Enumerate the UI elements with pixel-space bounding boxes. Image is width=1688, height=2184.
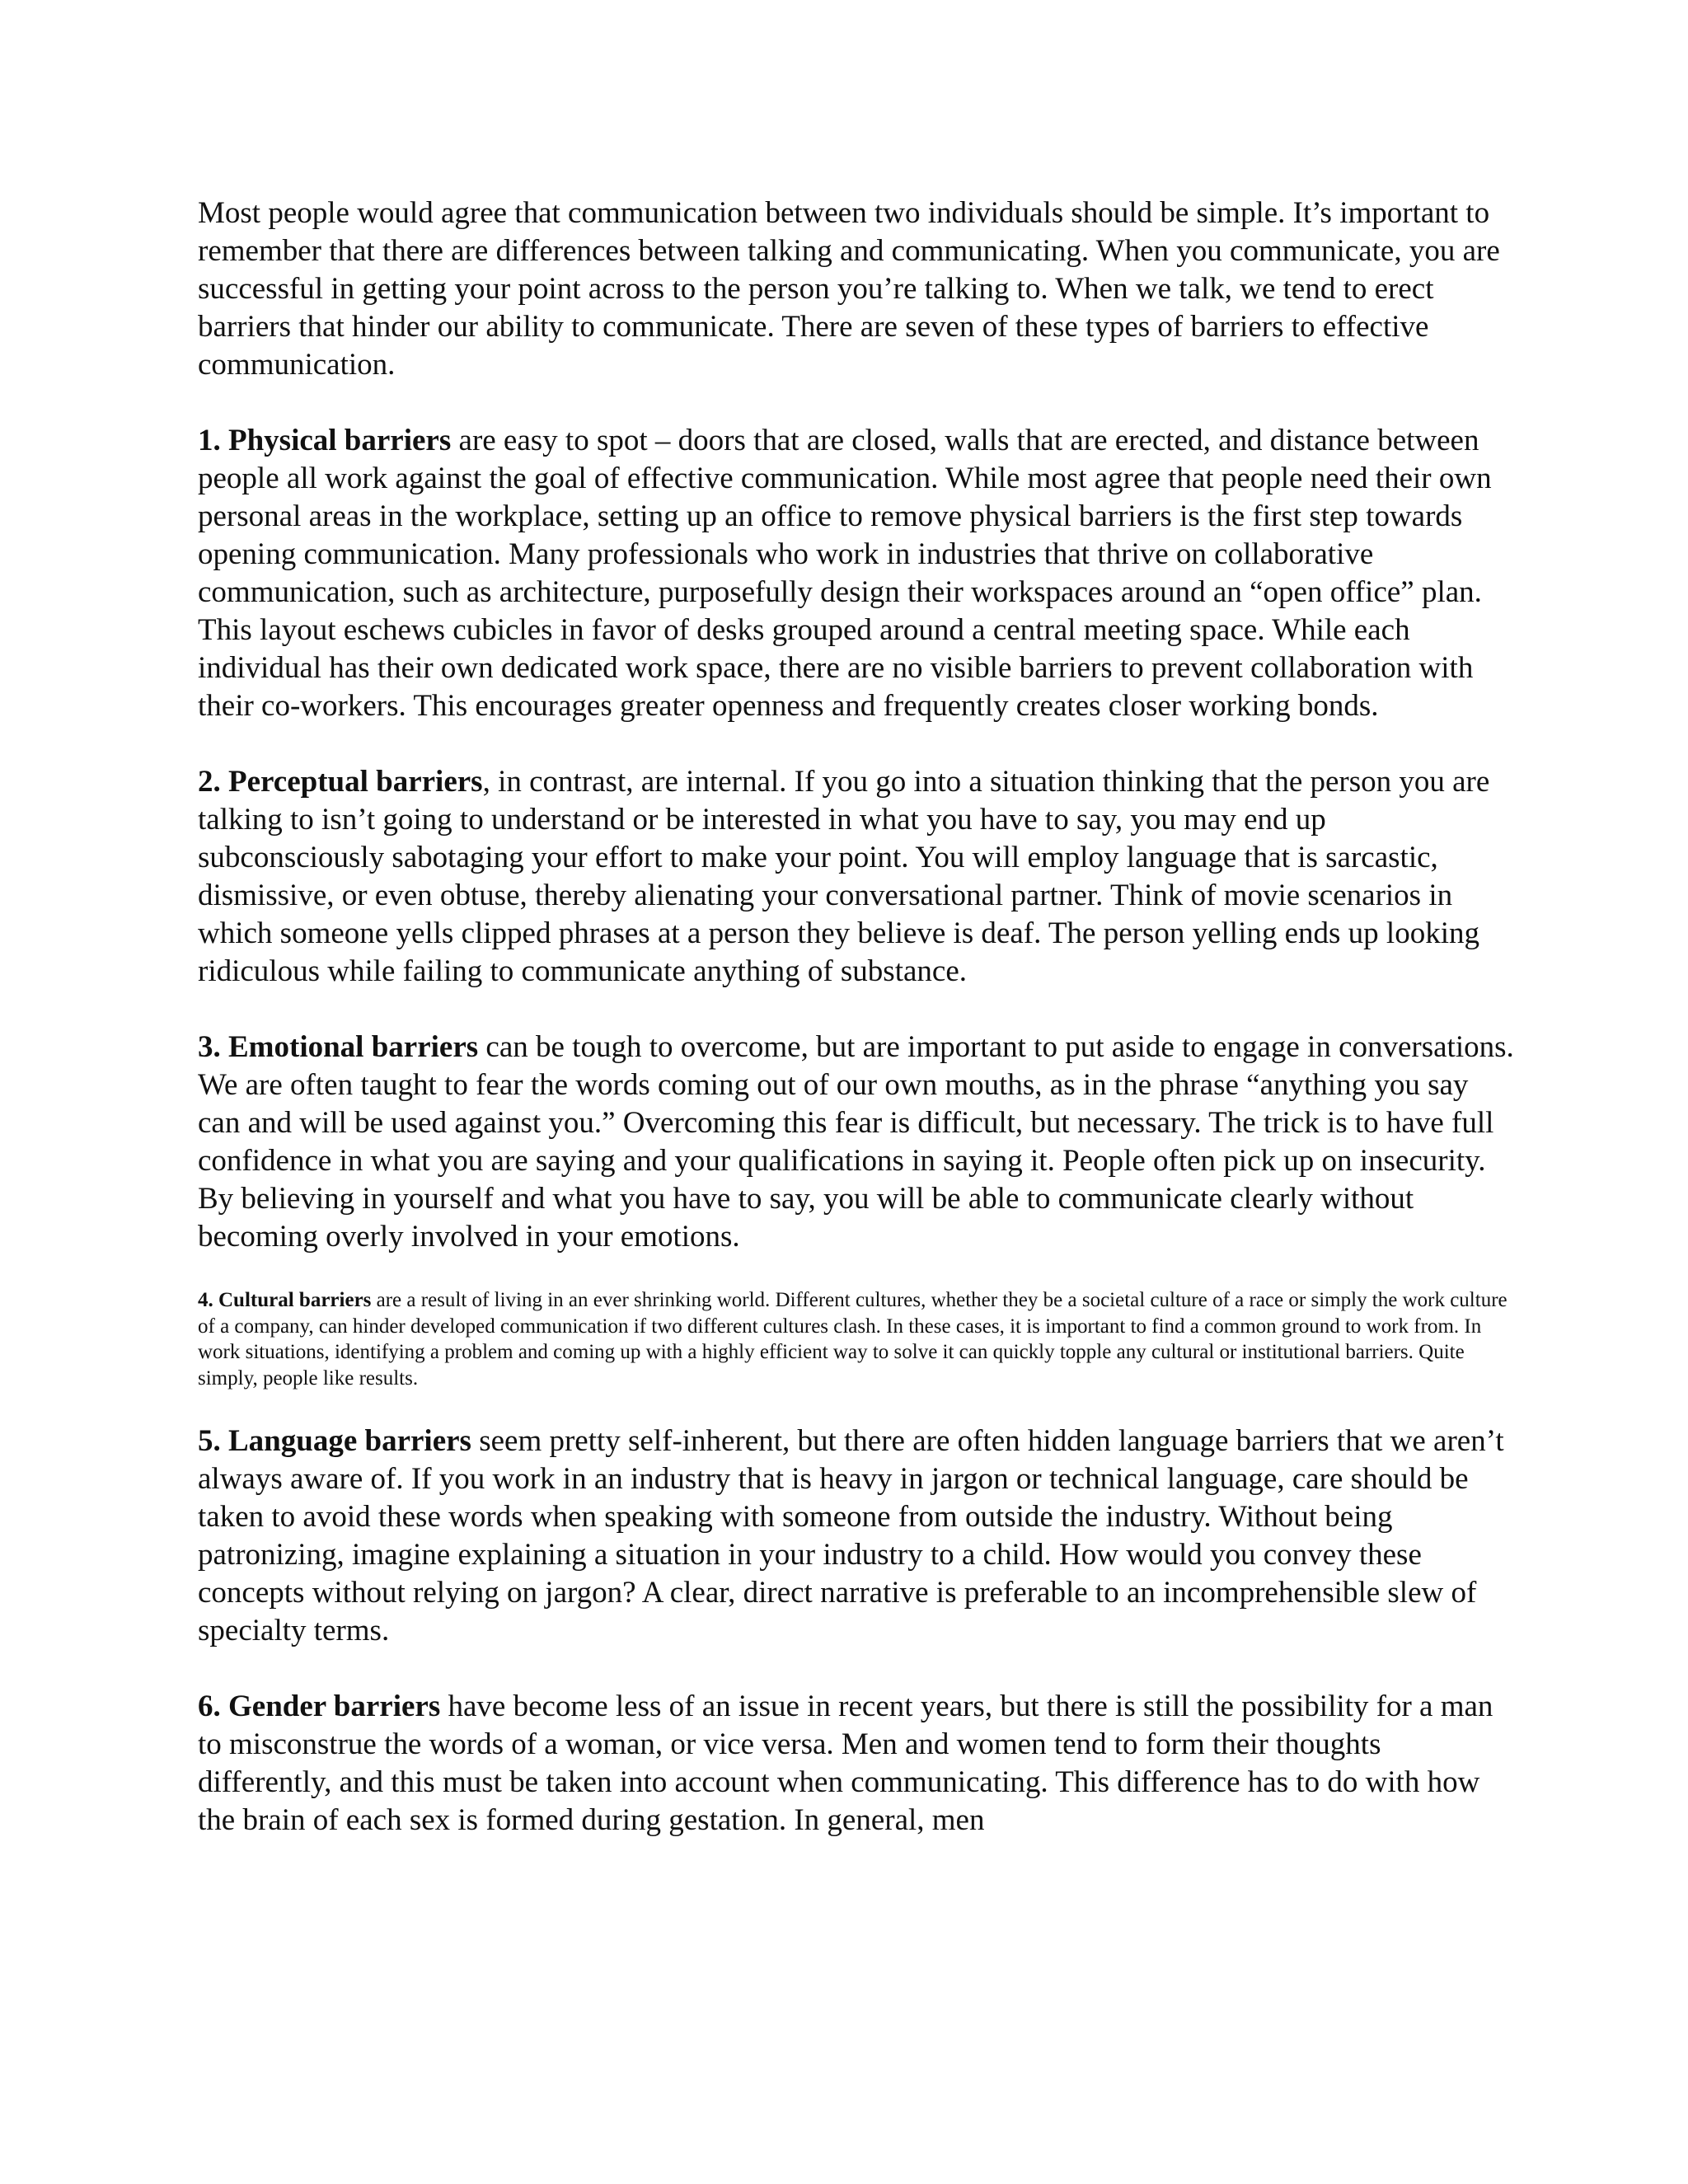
section-language-barriers <box>198 1422 1517 1650</box>
section-emotional-barriers <box>198 1029 1517 1256</box>
section-heading: 6. Gender barriers <box>198 1690 441 1723</box>
section-heading: 1. Physical barriers <box>198 424 452 457</box>
section-text: are a result of living in an ever shrinking world. Different cultures, whether they be a societal culture of a race or simply the work culture of a company, can hinder developed communication if two different cultures clash. In these cases, it is important to find a common ground to work from. In work situations, identifying a problem and coming up with a highly efficient way to solve it can quickly topple any cultural or institutional barriers. Quite simply, people like results. <box>198 1289 1507 1390</box>
intro-paragraph: Most people would agree that communication between two individuals should be simple. It’s important to remember that there are differences between talking and communicating. When you communicate, you are successful in getting your point across to the person you’re talking to. When we talk, we tend to erect barriers that hinder our ability to communicate. There are seven of these types of barriers to effective communication. <box>198 196 1500 382</box>
section-text: can be tough to overcome, but are important to put aside to engage in conversations. We are often taught to fear the words coming out of our own mouths, as in the phrase “anything you say can and will be used against you.” Overcoming this fear is difficult, but necessary. The trick is to have full confidence in what you are saying and your qualifications in saying it. People often pick up on insecurity. By believing in yourself and what you have to say, you will be able to communicate clearly without becoming overly involved in your emotions. <box>198 1030 1514 1254</box>
section-heading: 4. Cultural barriers <box>198 1289 372 1311</box>
section-perceptual-barriers <box>198 763 1517 991</box>
document-page <box>198 194 1517 1840</box>
section-physical-barriers <box>198 422 1517 725</box>
section-text: have become less of an issue in recent years, but there is still the possibility for a man to misconstrue the words of a woman, or vice versa. Men and women tend to form their thoughts differently, and this must be taken into account when communicating. This difference has to do with how the brain of each sex is formed during gestation. In general, men <box>198 1690 1493 1837</box>
section-text: are easy to spot – doors that are closed, walls that are erected, and distance between people all work against the goal of effective communication. While most agree that people need their own personal areas in the workplace, setting up an office to remove physical barriers is the first step towards opening communication. Many professionals who work in industries that thrive on collaborative communication, such as architecture, purposefully design their workspaces around an “open office” plan. This layout eschews cubicles in favor of desks grouped around a central meeting space. While each individual has their own dedicated work space, there are no visible barriers to prevent collaboration with their co-workers. This encourages greater openness and frequently creates closer working bonds. <box>198 424 1492 723</box>
section-heading: 2. Perceptual barriers <box>198 765 483 799</box>
section-heading: 3. Emotional barriers <box>198 1030 479 1064</box>
section-text: , in contrast, are internal. If you go into a situation thinking that the person you are talking to isn’t going to understand or be interested in what you have to say, you may end up subconsciously sabotaging your effort to make your point. You will employ language that is sarcastic, dismissive, or even obtuse, thereby alienating your conversational partner. Think of movie scenarios in which someone yells clipped phrases at a person they believe is deaf. The person yelling ends up looking ridiculous while failing to communicate anything of substance. <box>198 765 1490 988</box>
section-gender-barriers <box>198 1688 1517 1840</box>
section-heading: 5. Language barriers <box>198 1424 471 1458</box>
section-cultural-barriers <box>198 1287 1517 1391</box>
section-text: seem pretty self-inherent, but there are often hidden language barriers that we aren’t always aware of. If you work in an industry that is heavy in jargon or technical language, care should be taken to avoid these words when speaking with someone from outside the industry. Without being patronizing, imagine explaining a situation in your industry to a child. How would you convey these concepts without relying on jargon? A clear, direct narrative is preferable to an incomprehensible slew of specialty terms. <box>198 1424 1504 1647</box>
